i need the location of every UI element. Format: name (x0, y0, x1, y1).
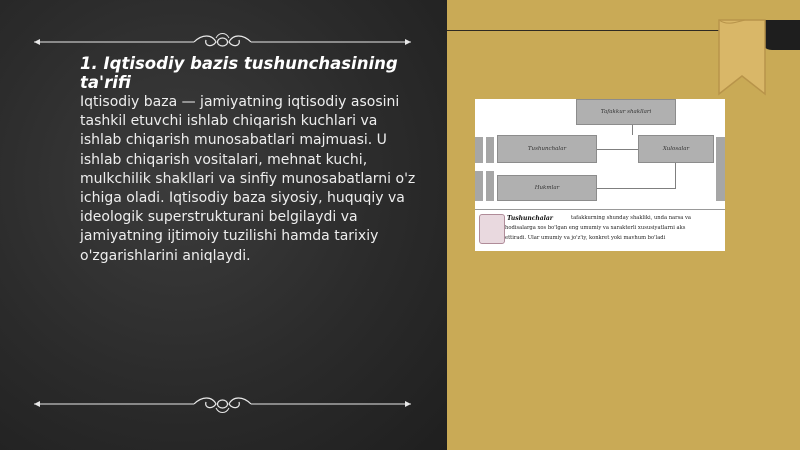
diagram-box-bottom: Hukmlar (497, 175, 597, 201)
ornament-divider-icon (34, 30, 411, 54)
definition-term: Tushunchalar (507, 215, 553, 222)
figure-side-bar (475, 171, 483, 201)
definition-line: ettiradi. Ular umumiy va jo'z'iy, konkret yoki mavhum bo'ladi (505, 235, 666, 241)
definition-line: tafakkurning shunday shakliki, unda narsa va (571, 215, 692, 221)
figure-side-bar (475, 137, 483, 163)
diagram-connector (597, 188, 675, 189)
diagram-connector (675, 163, 676, 189)
bookmark-icon (717, 18, 767, 98)
figure-side-bar (486, 171, 494, 201)
slide-body-text: Iqtisodiy baza — jamiyatning iqtisodiy asosini tashkil etuvchi ishlab chiqarish kuchlari va ishlab chiqarish munosabatlari majmuasi. U ishlab chiqarish vositalari, mehnat kuchi, mulkchilik shakllari va sinfiy munosabatlarni o'z ichiga oladi. Iqtisodiy baza siyosiy, huquqiy va ideologik superstrukturani belgilaydi va jamiyatning ijtimoiy tuzilishi hamda tarixiy o'zgarishlarini aniqlaydi. (80, 94, 416, 264)
figure-side-bar (716, 137, 725, 201)
diagram-box-middle-right: Xulosalar (638, 135, 714, 163)
diagram-figure (475, 99, 725, 251)
slide-title: 1. Iqtisodiy bazis tushunchasining ta'rifi (80, 54, 398, 92)
figure-side-bar (486, 137, 494, 163)
definition-icon (479, 214, 505, 244)
definition-line: hodisalarga xos bo'lgan eng umumiy va xarakterli xususiyatlarni aks (505, 225, 686, 231)
diagram-connector (632, 125, 633, 135)
diagram-connector (597, 149, 638, 150)
ornament-divider-icon (34, 392, 411, 416)
diagram-box-top: Tafakkur shakllari (576, 99, 676, 125)
diagram-box-middle-left: Tushunchalar (497, 135, 597, 163)
